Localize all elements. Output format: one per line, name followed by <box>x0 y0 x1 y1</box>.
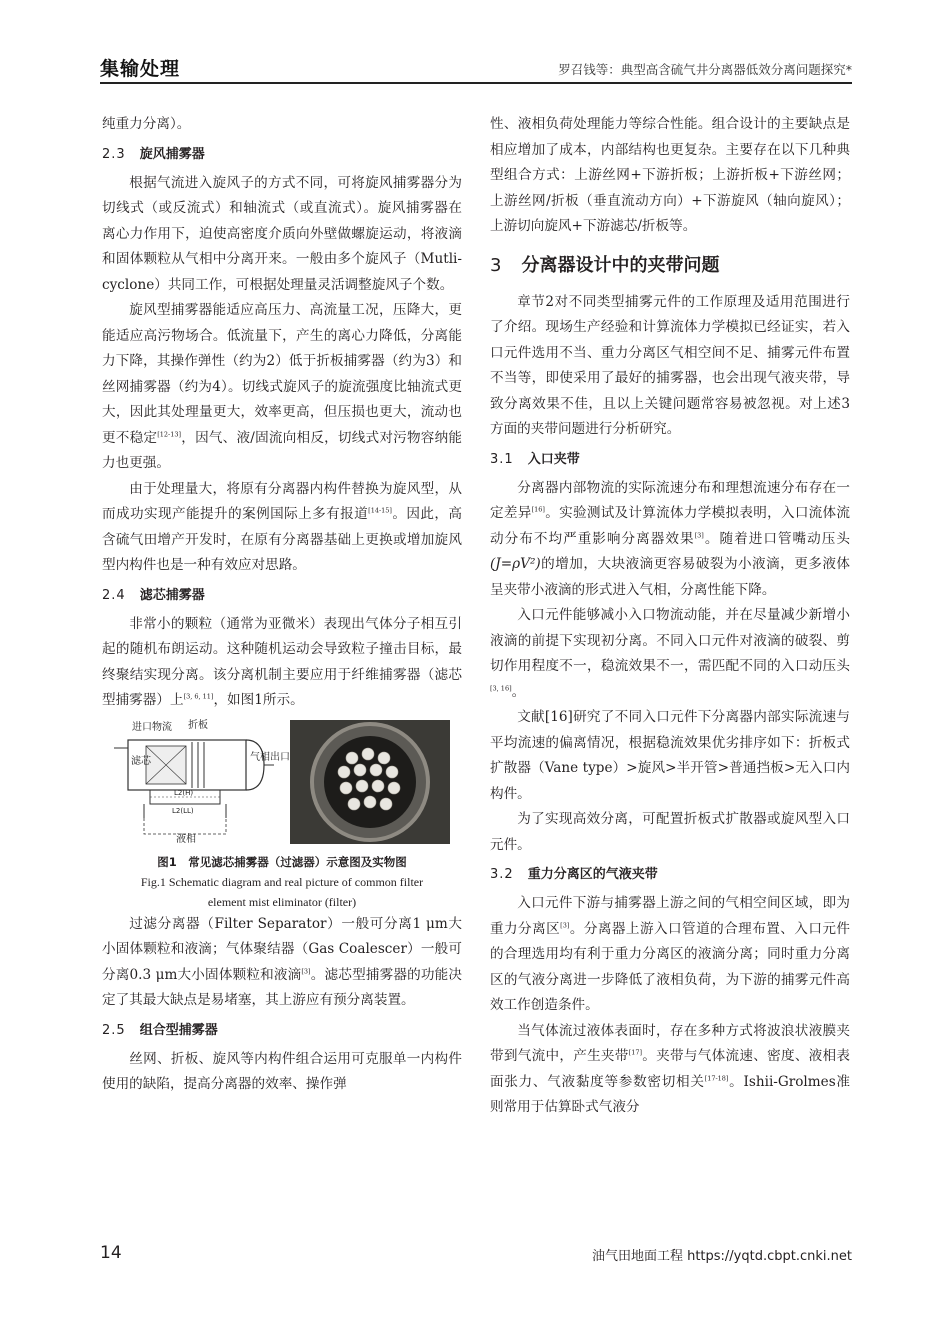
right-column <box>490 112 850 1121</box>
section-title: 组合型捕雾器 <box>139 1022 218 1038</box>
text: 旋风型捕雾器能适应高压力、高流量工况，压降大，更能适应高污物场合。低流量下，产生的离心力降低，分离能力下降，其操作弹性（约为2）低于折板捕雾器（约为3）和丝网捕雾器（约为4）。切线式旋风子的旋流强度比轴流式更大，因此其处理量更大，效率更高，但压损也更大，流动也更不稳定 <box>102 302 462 446</box>
left-column <box>102 112 462 1098</box>
text: ，因气、液/固流向相反，切线式对污物容纳能力也更强。 <box>102 429 462 471</box>
section-number: 2.3 <box>102 146 126 162</box>
paragraph: 纯重力分离）。 <box>102 116 191 132</box>
citation: [3, 6, 11] <box>183 692 214 701</box>
text: 。Ishii-Grolmes准则常用于估算卧式气液分 <box>490 1073 850 1115</box>
section-heading-2-5 <box>102 1017 462 1044</box>
header-rule <box>100 82 852 84</box>
text: 非常小的颗粒（通常为亚微米）表现出气体分子相互引起的随机布朗运动。这种随机运动会导致粒子撞击目标，最终聚结实现分离。该分离机制主要应用于纤维捕雾器（滤芯型捕雾器）上 <box>102 615 462 708</box>
text: 分离器内部物流的实际流速分布和理想流速分布存在一定差异 <box>490 479 850 521</box>
paragraph: 性、液相负荷处理能力等综合性能。组合设计的主要缺点是相应增加了成本，内部结构也更复杂。主要存在以下几种典型组合方式：上游丝网+下游折板；上游折板+下游丝网；上游丝网/折板（垂直流动方向）+下游旋风（轴向旋风）；上游切向旋风+下游滤芯/折板等。 <box>490 116 850 234</box>
label-baffle: 折板 <box>188 719 208 731</box>
citation: [17] <box>628 1048 643 1057</box>
text: ，如图1所示。 <box>213 692 304 708</box>
section-number: 2.5 <box>102 1022 126 1038</box>
figure-caption-en-line1: Fig.1 Schematic diagram and real picture of common filter <box>140 874 424 889</box>
text: 过滤分离器（Filter Separator）一般可分离1 μm大小固体颗粒和液滴；气体聚结器（Gas Coalescer）一般可分离0.3 μm大小固体颗粒和液滴 <box>102 915 462 983</box>
section-heading-3-2 <box>490 861 850 888</box>
paragraph <box>490 891 850 1019</box>
paragraph: 章节2对不同类型捕雾元件的工作原理及适用范围进行了介绍。现场生产经验和计算流体力学模拟已经证实，若入口元件选用不当、重力分离区气相空间不足、捕雾元件布置不当等，即使采用了最好的捕雾器，也会出现气液夹带，导致分离效果不佳，且以上关键问题常容易被忽视。对上述3方面的夹带问题进行分析研究。 <box>490 293 850 437</box>
text: 入口元件下游与捕雾器上游之间的气相空间区域，即为重力分离区 <box>490 895 850 937</box>
running-title: 罗召钱等：典型高含硫气井分离器低效分离问题探究* <box>558 62 852 77</box>
filter-photo <box>290 720 450 844</box>
text: 由于处理量大，将原有分离器内构件替换为旋风型，从而成功实现产能提升的案例国际上多有报道 <box>102 480 462 522</box>
citation: [3] <box>560 920 570 929</box>
running-header <box>100 52 852 82</box>
paragraph: 根据气流进入旋风子的方式不同，可将旋风捕雾器分为切线式（或反流式）和轴流式（或直流式）。旋风捕雾器在离心力作用下，迫使高密度介质向外壁做螺旋运动，将液滴和固体颗粒从气相中分离开来。一般由多个旋风子（Mutli-cyclone）共同工作，可根据处理量灵活调整旋风子个数。 <box>102 174 462 293</box>
paragraph <box>490 1019 850 1121</box>
citation: [3] <box>301 966 311 975</box>
text: 的增加，大块液滴更容易破裂为小液滴，更多液体呈夹带小液滴的形式进入气相，分离性能下降。 <box>490 556 850 598</box>
section-number: 2.4 <box>102 587 126 603</box>
paragraph <box>102 477 462 579</box>
text: 。因此，高含硫气田增产开发时，在原有分离器基础上更换或增加旋风型内构件也是一种有效应对思路。 <box>102 506 463 573</box>
figure-caption-cn: 图1 常见滤芯捕雾器（过滤器）示意图及实物图 <box>157 854 407 869</box>
citation: [12-13] <box>157 429 182 438</box>
label-filter: 滤芯 <box>131 755 151 767</box>
citation: [16] <box>531 505 545 514</box>
journal-section-label: 集输处理 <box>100 58 181 80</box>
citation: [3] <box>694 530 704 539</box>
paragraph: 丝网、折板、旋风等内构件组合运用可克服单一内构件使用的缺陷，提高分离器的效率、操作弹 <box>102 1050 462 1092</box>
section-heading-2-4 <box>102 582 462 609</box>
section-title: 分离器设计中的夹带问题 <box>521 254 720 276</box>
section-number: 3.1 <box>490 451 514 467</box>
figure-1 <box>102 718 462 848</box>
section-title: 旋风捕雾器 <box>139 146 205 162</box>
paragraph <box>102 612 462 714</box>
paragraph <box>490 476 850 604</box>
citation: [3, 16] <box>490 683 512 692</box>
paragraph: 文献[16]研究了不同入口元件下分离器内部实际流速与平均流速的偏离情况，根据稳流效果优劣排序如下：折板式扩散器（Vane type）>旋风>半开管>普通挡板>无入口内构件。 <box>490 709 850 802</box>
section-title: 入口夹带 <box>527 451 580 467</box>
paragraph: 为了实现高效分离，可配置折板式扩散器或旋风型入口元件。 <box>490 811 850 853</box>
label-level-upper: L2(H) <box>174 788 194 797</box>
figure-caption-en-line2: element mist eliminator (filter) <box>207 894 357 909</box>
paragraph <box>490 603 850 705</box>
section-title: 重力分离区的气液夹带 <box>527 867 658 882</box>
section-heading-2-3 <box>102 141 462 168</box>
paragraph <box>102 912 462 1014</box>
text: 。夹带与气体流速、密度、液相表面张力、气液黏度等参数密切相关 <box>490 1048 851 1090</box>
label-level-lower: L2(LL) <box>172 806 194 815</box>
journal-footer: 油气田地面工程 https://yqtd.cbpt.cnki.net <box>591 1249 852 1264</box>
citation: [14-15] <box>368 506 392 515</box>
label-inlet: 进口物流 <box>132 721 172 733</box>
section-number: 3 <box>490 254 502 276</box>
label-gas-outlet: 气相出口 <box>250 751 290 763</box>
section-heading-3-1 <box>490 446 850 473</box>
section-number: 3.2 <box>490 867 514 882</box>
text: 。滤芯型捕雾器的功能决定了其最大缺点是易堵塞，其上游应有预分离装置。 <box>102 966 462 1008</box>
text: 入口元件能够减小入口物流动能，并在尽量减少新增小液滴的前提下实现初分离。不同入口元件对液滴的破裂、剪切作用程度不一，稳流效果不一，需匹配不同的入口动压头 <box>490 607 850 674</box>
section-heading-3 <box>490 248 850 284</box>
page-number: 14 <box>100 1243 122 1263</box>
label-liquid: 液相 <box>176 833 196 845</box>
section-title: 滤芯捕雾器 <box>139 587 205 603</box>
text: 当气体流过液体表面时，存在多种方式将波浪状液膜夹带到气流中，产生夹带 <box>490 1022 850 1064</box>
paragraph <box>102 298 462 477</box>
formula: (J=ρV²) <box>490 556 541 572</box>
citation: [17-18] <box>704 1073 729 1082</box>
text: 。 <box>511 683 526 700</box>
text: 。随着进口管嘴动压头 <box>703 530 851 547</box>
filter-separator-schematic <box>114 718 290 846</box>
text: 。实验测试及计算流体力学模拟表明，入口流体流动分布不均严重影响分离器效果 <box>490 505 851 547</box>
text: 。分离器上游入口管道的合理布置、入口元件的合理选用均有利于重力分离区的液滴分离；同时重力分离区的气液分离进一步降低了液相负荷，为下游的捕雾元件高效工作创造条件。 <box>490 920 850 1013</box>
